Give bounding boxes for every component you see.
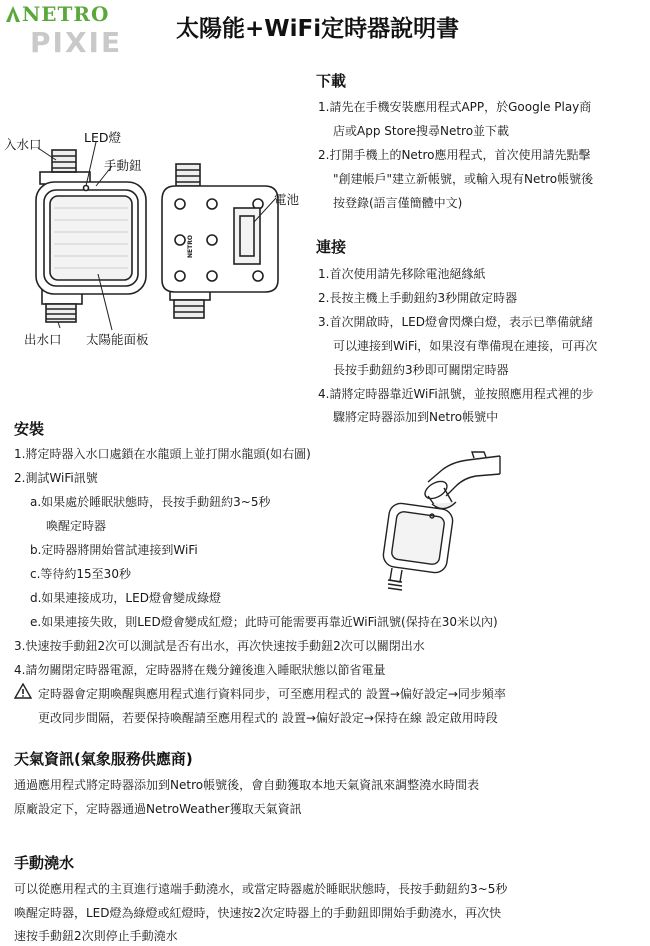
- install-line: a.如果處於睡眠狀態時，長按手動鈕約3~5秒: [30, 495, 271, 509]
- manual-line: 速按手動鈕2次則停止手動澆水: [14, 929, 178, 943]
- install-line: 2.測試WiFi訊號: [14, 471, 98, 485]
- label-inlet: 入水口: [4, 137, 42, 152]
- install-line: 3.快速按手動鈕2次可以測試是否有出水，再次快速按手動鈕2次可以關閉出水: [14, 639, 425, 653]
- weather-line: 通過應用程式將定時器添加到Netro帳號後，會自動獲取本地天氣資訊來調整澆水時間表: [14, 778, 480, 792]
- front-view-unit: [36, 150, 146, 322]
- install-heading: 安裝: [14, 420, 45, 438]
- install-line: c.等待約15至30秒: [30, 567, 131, 581]
- connect-line: 驟將定時器添加到Netro帳號中: [333, 410, 499, 424]
- connect-line: 長按手動鈕約3秒即可關閉定時器: [333, 363, 509, 377]
- download-line: 按登錄(語言僅簡體中文): [333, 196, 463, 210]
- install-line: e.如果連接失敗，則LED燈會變成紅燈；此時可能需要再靠近WiFi訊號(保持在30米以內): [30, 615, 498, 629]
- download-line: 店或App Store搜尋Netro並下載: [333, 124, 510, 138]
- download-heading: 下載: [316, 72, 347, 90]
- connect-line: 1.首次使用請先移除電池絕緣紙: [318, 267, 486, 281]
- install-line: b.定時器將開始嘗試連接到WiFi: [30, 543, 198, 557]
- connect-line: 可以連接到WiFi，如果沒有準備現在連接，可再次: [333, 339, 598, 353]
- page-title: 太陽能+WiFi定時器說明書: [176, 16, 460, 42]
- label-outlet: 出水口: [24, 332, 62, 347]
- product-diagram: [0, 120, 310, 350]
- download-line: "創建帳戶"建立新帳號，或輸入現有Netro帳號後: [333, 172, 594, 186]
- warning-line: 更改同步間隔，若要保持喚醒請至應用程式的 設置→偏好設定→保持在線 設定啟用時段: [38, 711, 498, 725]
- install-line: 喚醒定時器: [46, 519, 107, 533]
- leaf-icon: [6, 6, 20, 22]
- netro-logo-text: NETRO: [22, 2, 110, 26]
- weather-heading: 天氣資訊(氣象服務供應商): [14, 750, 193, 768]
- label-solar: 太陽能面板: [86, 332, 149, 347]
- download-line: 2.打開手機上的Netro應用程式，首次使用請先點擊: [318, 148, 591, 162]
- download-line: 1.請先在手機安裝應用程式APP，於Google Play商: [318, 100, 592, 114]
- netro-logo: [6, 2, 109, 26]
- warning-icon: [14, 683, 32, 699]
- connect-line: 2.長按主機上手動鈕約3秒開啟定時器: [318, 291, 518, 305]
- install-line: d.如果連接成功，LED燈會變成綠燈: [30, 591, 221, 605]
- install-line: 1.將定時器入水口處鎖在水龍頭上並打開水龍頭(如右圖): [14, 447, 311, 461]
- warning-line: 定時器會定期喚醒與應用程式進行資料同步，可至應用程式的 設置→偏好設定→同步頻率: [38, 687, 506, 701]
- label-battery: 電池: [274, 192, 300, 207]
- manual-line: 喚醒定時器，LED燈為綠燈或紅燈時，快速按2次定時器上的手動鈕即開始手動澆水，再次快: [14, 906, 502, 920]
- back-brand-text: NETRO: [187, 235, 194, 258]
- label-button: 手動鈕: [104, 158, 142, 173]
- manual-heading: 手動澆水: [14, 854, 75, 872]
- install-line: 4.請勿關閉定時器電源，定時器將在幾分鐘後進入睡眠狀態以節省電量: [14, 663, 386, 677]
- faucet-install-illustration: [372, 444, 508, 594]
- connect-line: 3.首次開啟時，LED燈會閃爍白燈，表示已準備就緒: [318, 315, 593, 329]
- connect-line: 4.請將定時器靠近WiFi訊號，並按照應用程式裡的步: [318, 387, 594, 401]
- manual-line: 可以從應用程式的主頁進行遠端手動澆水，或當定時器處於睡眠狀態時，長按手動鈕約3~5秒: [14, 882, 508, 896]
- weather-line: 原廠設定下，定時器通過NetroWeather獲取天氣資訊: [14, 802, 302, 816]
- connect-heading: 連接: [316, 238, 347, 256]
- back-view-unit: [162, 164, 278, 318]
- label-led: LED燈: [84, 130, 121, 145]
- pixie-logo: PIXIE: [30, 26, 123, 59]
